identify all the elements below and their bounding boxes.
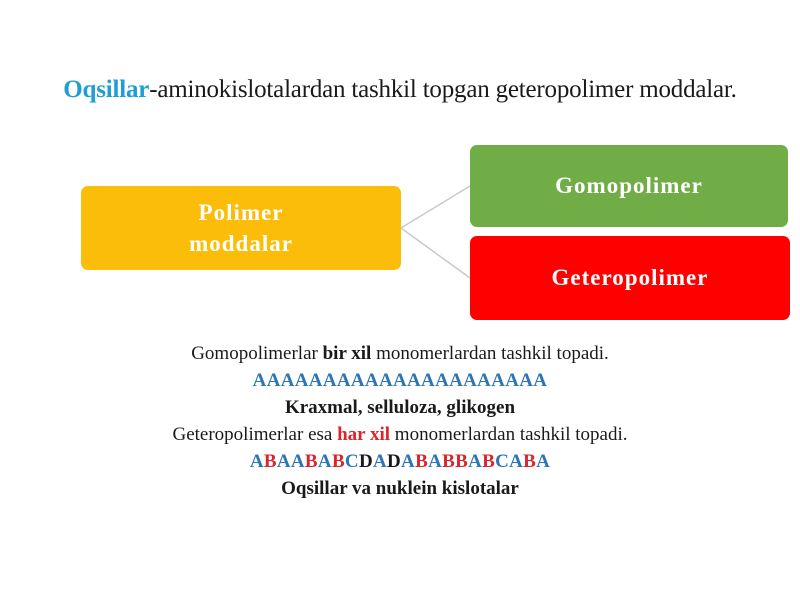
sequence-letter: A xyxy=(252,370,267,391)
line1-text: Gomopolimerlar xyxy=(191,343,323,364)
explanation-text xyxy=(0,340,800,502)
line4-text-end: monomerlardan tashkil topadi. xyxy=(390,424,628,445)
sequence-letter: A xyxy=(407,370,422,391)
homopolymer-definition xyxy=(0,340,800,367)
sequence-letter: A xyxy=(294,370,309,391)
sequence-letter: D xyxy=(358,451,373,472)
sequence-letter: A xyxy=(290,451,305,472)
sequence-letter: A xyxy=(401,451,416,472)
sequence-letter: B xyxy=(455,451,469,472)
title-highlight: Oqsillar xyxy=(63,76,150,103)
sequence-letter: A xyxy=(435,370,450,391)
sequence-letter: A xyxy=(509,451,524,472)
sequence-letter: A xyxy=(336,370,351,391)
sequence-letter: A xyxy=(372,451,388,472)
sequence-letter: A xyxy=(519,370,534,391)
sequence-letter: A xyxy=(364,370,379,391)
sequence-letter: C xyxy=(495,451,510,472)
sequence-letter: A xyxy=(428,451,443,472)
sequence-letter: A xyxy=(536,451,551,472)
homopolymer-sequence xyxy=(0,367,800,394)
heteropolymer-sequence xyxy=(0,448,800,475)
sequence-letter: B xyxy=(263,451,277,472)
sequence-letter: A xyxy=(276,451,291,472)
title-rest: -aminokislotalardan tashkil topgan geteropolimer moddalar. xyxy=(149,76,737,103)
node-polimer-moddalar: Polimer moddalar xyxy=(81,186,401,270)
sequence-letter: B xyxy=(415,451,429,472)
sequence-letter: A xyxy=(266,370,281,391)
sequence-letter: A xyxy=(308,370,323,391)
node-geteropolimer: Geteropolimer xyxy=(470,236,790,320)
sequence-letter: A xyxy=(491,370,506,391)
sequence-letter: A xyxy=(463,370,478,391)
sequence-letter: B xyxy=(482,451,496,472)
line4-bold: har xil xyxy=(337,424,391,445)
sequence-letter: A xyxy=(505,370,520,391)
sequence-letter: C xyxy=(344,451,359,472)
sequence-letter: B xyxy=(331,451,345,472)
line1-bold: bir xil xyxy=(322,343,372,364)
sequence-letter: A xyxy=(449,370,464,391)
connector-bottom xyxy=(401,228,470,278)
sequence-letter: A xyxy=(421,370,436,391)
sequence-letter: B xyxy=(304,451,318,472)
sequence-letter: A xyxy=(322,370,337,391)
sequence-letter: A xyxy=(378,370,393,391)
sequence-letter: A xyxy=(533,370,548,391)
line1-text-end: monomerlardan tashkil topadi. xyxy=(371,343,609,364)
sequence-letter: A xyxy=(317,451,332,472)
sequence-letter: A xyxy=(249,451,264,472)
heteropolymer-examples: Oqsillar va nuklein kislotalar xyxy=(281,478,519,499)
connector-top xyxy=(401,186,470,228)
sequence-letter: A xyxy=(350,370,365,391)
sequence-letter: B xyxy=(442,451,456,472)
sequence-letter: D xyxy=(387,451,402,472)
homopolymer-examples: Kraxmal, selluloza, glikogen xyxy=(284,397,516,418)
line4-text: Geteropolimerlar esa xyxy=(172,424,338,445)
sequence-letter: A xyxy=(280,370,295,391)
sequence-letter: A xyxy=(477,370,492,391)
heteropolymer-definition xyxy=(0,421,800,448)
sequence-letter: A xyxy=(468,451,483,472)
sequence-letter: B xyxy=(523,451,537,472)
node-gomopolimer: Gomopolimer xyxy=(470,145,788,227)
sequence-letter: A xyxy=(392,370,408,391)
